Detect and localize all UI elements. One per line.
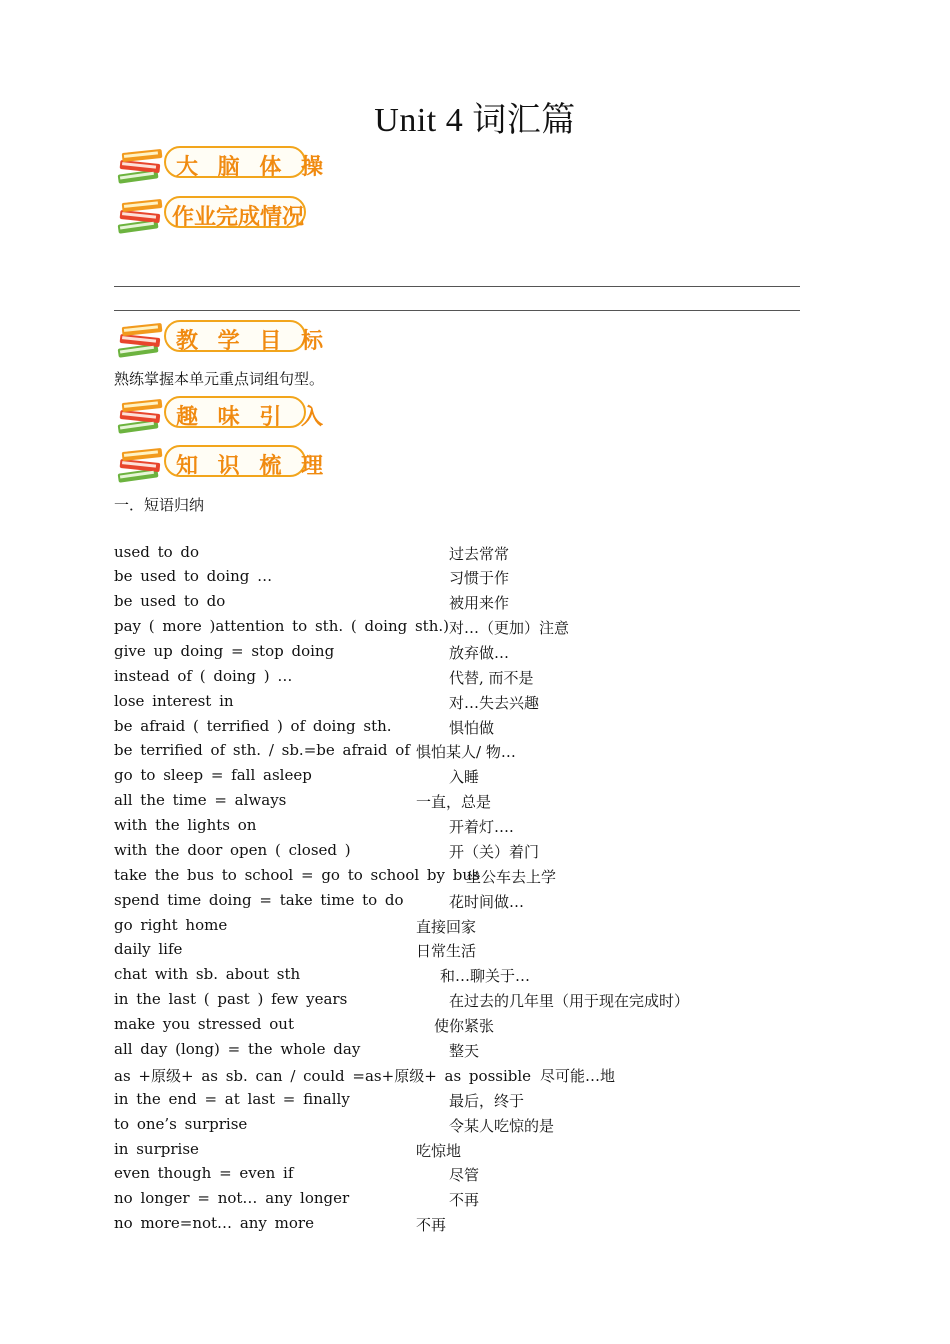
phrase-row xyxy=(114,940,874,964)
phrase-row xyxy=(114,1115,874,1139)
phrase-en: daily life xyxy=(114,940,183,958)
phrase-row xyxy=(114,990,874,1014)
phrase-row xyxy=(114,766,874,790)
phrase-en: to one’s surprise xyxy=(114,1115,248,1133)
banner-label: 教 学 目 标 xyxy=(176,329,329,354)
banner-label: 趣 味 引 入 xyxy=(176,405,329,430)
phrase-zh: 坐公车去上学 xyxy=(466,868,557,886)
phrase-row xyxy=(114,1040,874,1064)
phrase-row xyxy=(114,1189,874,1213)
banner-label: 大 脑 体 操 xyxy=(176,155,329,180)
phrase-en: chat with sb. about sth xyxy=(114,965,301,983)
phrase-zh: 代替, 而不是 xyxy=(449,669,534,687)
phrase-row xyxy=(114,717,874,741)
phrase-zh: 开着灯…. xyxy=(449,818,514,836)
phrase-zh: 使你紧张 xyxy=(434,1017,495,1035)
phrase-row xyxy=(114,741,874,765)
phrase-en: no longer = not… any longer xyxy=(114,1189,350,1207)
phrase-row xyxy=(114,1214,874,1238)
banner-brain-exercise xyxy=(114,142,329,188)
banner-homework xyxy=(114,192,310,238)
phrase-en: take the bus to school = go to school by bus xyxy=(114,866,480,884)
phrase-row xyxy=(114,841,874,865)
banner-label-box xyxy=(164,320,329,354)
goal-text: 熟练掌握本单元重点词组句型。 xyxy=(114,370,325,388)
phrase-row xyxy=(114,1140,874,1164)
phrase-en: in the end = at last = finally xyxy=(114,1090,350,1108)
answer-line xyxy=(114,310,800,311)
phrase-zh: 尽可能…地 xyxy=(540,1067,616,1085)
banner-label-box xyxy=(164,396,329,430)
phrase-en: with the lights on xyxy=(114,816,257,834)
phrase-row xyxy=(114,592,874,616)
phrase-en: make you stressed out xyxy=(114,1015,294,1033)
phrase-row xyxy=(114,567,874,591)
phrase-en: as +原级+ as sb. can / could =as+原级+ as possible xyxy=(114,1067,532,1085)
phrase-zh: 对…（更加）注意 xyxy=(449,619,570,637)
phrase-row xyxy=(114,1065,874,1089)
banner-fun-intro xyxy=(114,392,329,438)
phrase-zh: 直接回家 xyxy=(416,918,477,936)
phrase-zh: 被用来作 xyxy=(449,594,510,612)
phrase-zh: 习惯于作 xyxy=(449,569,510,587)
phrase-zh: 尽管 xyxy=(449,1166,480,1184)
phrase-row xyxy=(114,543,874,567)
phrase-en: instead of ( doing ) … xyxy=(114,667,293,685)
banner-teaching-goals xyxy=(114,316,329,362)
phrase-en: pay ( more )attention to sth. ( doing sth.) xyxy=(114,617,449,635)
phrase-zh: 惧怕某人/ 物… xyxy=(416,743,516,761)
phrase-row xyxy=(114,866,874,890)
phrase-row xyxy=(114,916,874,940)
phrase-en: in surprise xyxy=(114,1140,199,1158)
banner-label: 知 识 梳 理 xyxy=(176,454,329,479)
phrase-zh: 不再 xyxy=(416,1216,447,1234)
phrase-en: go right home xyxy=(114,916,228,934)
phrase-zh: 和…聊关于… xyxy=(440,967,531,985)
phrase-row xyxy=(114,1164,874,1188)
phrase-en: be used to doing … xyxy=(114,567,273,585)
phrase-zh: 开（关）着门 xyxy=(449,843,540,861)
phrase-zh: 过去常常 xyxy=(449,545,510,563)
phrase-zh: 一直，总是 xyxy=(416,793,492,811)
phrase-zh: 日常生活 xyxy=(416,942,477,960)
phrase-row xyxy=(114,1015,874,1039)
phrase-zh: 整天 xyxy=(449,1042,480,1060)
phrase-en: no more=not… any more xyxy=(114,1214,314,1232)
phrase-zh: 不再 xyxy=(449,1191,480,1209)
banner-label-box xyxy=(164,196,306,228)
phrase-en: spend time doing = take time to do xyxy=(114,891,404,909)
phrase-zh: 入睡 xyxy=(449,768,480,786)
phrase-zh: 吃惊地 xyxy=(416,1142,462,1160)
banner-label-box xyxy=(164,445,329,479)
phrase-en: all day (long) = the whole day xyxy=(114,1040,361,1058)
phrase-row xyxy=(114,965,874,989)
answer-line xyxy=(114,286,800,287)
phrase-row xyxy=(114,642,874,666)
phrase-zh: 最后，终于 xyxy=(449,1092,525,1110)
banner-knowledge-review xyxy=(114,441,329,487)
phrase-en: all the time = always xyxy=(114,791,287,809)
phrase-en: go to sleep = fall asleep xyxy=(114,766,312,784)
phrase-row xyxy=(114,692,874,716)
phrase-en: be terrified of sth. / sb.=be afraid of xyxy=(114,741,410,759)
phrase-row xyxy=(114,891,874,915)
banner-label: 作业完成情况 xyxy=(172,205,305,230)
phrase-en: lose interest in xyxy=(114,692,234,710)
phrase-en: be used to do xyxy=(114,592,226,610)
phrase-en: used to do xyxy=(114,543,200,561)
page-title: Unit 4 词汇篇 xyxy=(374,102,576,139)
phrase-zh: 令某人吃惊的是 xyxy=(449,1117,555,1135)
phrase-zh: 花时间做… xyxy=(449,893,525,911)
phrase-row xyxy=(114,667,874,691)
phrase-en: be afraid ( terrified ) of doing sth. xyxy=(114,717,392,735)
phrase-row xyxy=(114,791,874,815)
phrase-en: give up doing = stop doing xyxy=(114,642,335,660)
phrase-en: with the door open ( closed ) xyxy=(114,841,351,859)
phrase-row xyxy=(114,816,874,840)
phrase-zh: 惧怕做 xyxy=(449,719,495,737)
phrase-zh: 在过去的几年里（用于现在完成时） xyxy=(449,992,690,1010)
phrase-row xyxy=(114,617,874,641)
section-heading: 一．短语归纳 xyxy=(114,496,205,514)
phrase-row xyxy=(114,1090,874,1114)
phrase-zh: 对…失去兴趣 xyxy=(449,694,540,712)
phrase-en: even though = even if xyxy=(114,1164,294,1182)
banner-label-box xyxy=(164,146,329,180)
phrase-zh: 放弃做… xyxy=(449,644,510,662)
phrase-en: in the last ( past ) few years xyxy=(114,990,348,1008)
